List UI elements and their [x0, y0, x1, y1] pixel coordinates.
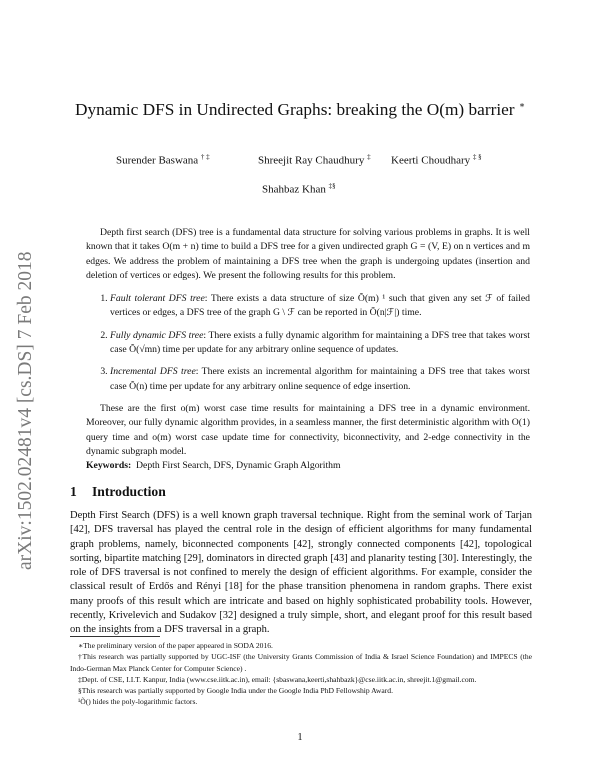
author-marks: ‡ §	[472, 153, 482, 161]
result-text: : There exists a data structure of size Õ(m) ¹ such that given any set ℱ of failed vertices or edges, a DFS tree of the graph G \ ℱ can be reported in Õ(n|ℱ|) time.	[110, 293, 530, 319]
result-item-incremental	[110, 365, 530, 394]
paper-title	[0, 100, 600, 120]
keywords	[86, 459, 530, 473]
footnote-google: §This research was partially supported by Google India under the Google India PhD Fellowship Award.	[78, 686, 394, 696]
author-marks: ‡§	[328, 182, 336, 190]
author-marks: † ‡	[200, 153, 210, 161]
title-footnote-marker: ∗	[518, 100, 526, 111]
title-text: Dynamic DFS in Undirected Graphs: breaking the O(m) barrier	[74, 100, 515, 119]
footnote-notation: ¹Õ() hides the poly-logarithmic factors.	[78, 697, 198, 707]
author-name: Keerti Choudhary	[391, 154, 471, 167]
author-2	[258, 153, 371, 167]
author-marks: ‡	[367, 153, 371, 161]
footnote-affiliation: ‡Dept. of CSE, I.I.T. Kanpur, India (www.cse.iitk.ac.in), email: {sbaswana,keerti,shahbazk}@cse.iitk.ac.in, shreejit.1@gmail.com.	[78, 674, 477, 684]
footnote-funding: †This research was partially supported by UGC-ISF (the University Grants Commission of India & Israel Science Foundation) and IMPECS (the Indo-German Max Planck Center for Computer Science) .	[70, 652, 532, 673]
author-name: Shahbaz Khan	[262, 183, 326, 196]
section-title: Introduction	[92, 484, 166, 499]
result-label: Incremental DFS tree	[110, 366, 196, 378]
footnotes	[70, 640, 532, 708]
result-label: Fault tolerant DFS tree	[110, 293, 205, 305]
footnote-soda: ∗The preliminary version of the paper appeared in SODA 2016.	[78, 641, 273, 650]
results-list	[86, 292, 530, 394]
section-heading	[70, 484, 166, 500]
keywords-label: Keywords:	[86, 460, 132, 472]
result-text: : There exists an incremental algorithm for maintaining a DFS tree that takes worst case Õ(n) time per update for any arbitrary online sequence of edge insertion.	[110, 366, 531, 392]
abstract-paragraph-1: Depth first search (DFS) tree is a fundamental data structure for solving various problems in graphs. It is well known that it takes O(m + n) time to build a DFS tree for a given undirected graph G = (V, E) on n vertices and m edges. We address the problem of maintaining a DFS tree when the graph is undergoing updates (insertion and deletion of vertices or edges). We present the following results for this problem.	[86, 227, 530, 281]
result-item-fully-dynamic	[110, 329, 530, 358]
result-item-fault-tolerant	[110, 292, 530, 321]
abstract	[86, 226, 530, 473]
abstract-paragraph-2: These are the first o(m) worst case time results for maintaining a DFS tree in a dynamic environment. Moreover, our fully dynamic algorithm provides, in a seamless manner, the first deterministic algorithm with O(1) query time and o(m) worst case update time for connectivity, biconnectivity, and 2-edge connectivity in the dynamic subgraph model.	[86, 402, 530, 457]
author-1	[116, 153, 210, 167]
arxiv-id: arXiv:1502.02481v4 [cs.DS] 7 Feb 2018	[15, 251, 36, 570]
author-name: Surender Baswana	[116, 154, 199, 167]
result-label: Fully dynamic DFS tree	[110, 329, 204, 341]
page-number: 1	[297, 732, 303, 743]
author-3	[391, 153, 482, 167]
keywords-text: Depth First Search, DFS, Dynamic Graph Algorithm	[136, 460, 341, 472]
author-4	[262, 182, 336, 196]
author-name: Shreejit Ray Chaudhury	[258, 154, 365, 167]
section-number: 1	[70, 484, 77, 499]
result-text: : There exists a fully dynamic algorithm for maintaining a DFS tree that takes worst case Õ(√mn) time per update for any arbitrary online sequence of updates.	[110, 329, 530, 356]
introduction-body	[70, 509, 532, 638]
footnote-divider	[70, 636, 160, 637]
intro-paragraph: Depth First Search (DFS) is a well known graph traversal technique. Right from the seminal work of Tarjan [42], DFS traversal has played the central role in the design of efficient algorithms for many fundamental graph problems, namely, biconnected components [42], strongly connected components [42], topological sorting, bipartite matching [29], dominators in directed graph [43] and planarity testing [30]. Interestingly, the role of DFS traversal is not confined to merely the design of efficient algorithms. For example, consider the classical result of Erdős and Rényi [18] for the phase transition phenomena in random graphs. There exist many proofs of this result which are intricate and based on highly sophisticated probability tools. However, recently, Krivelevich and Sudakov [32] designed a truly simple, short, and elegant proof for this result based on the insights from a DFS traversal in a graph.	[70, 510, 532, 636]
arxiv-stamp	[4, 210, 44, 570]
